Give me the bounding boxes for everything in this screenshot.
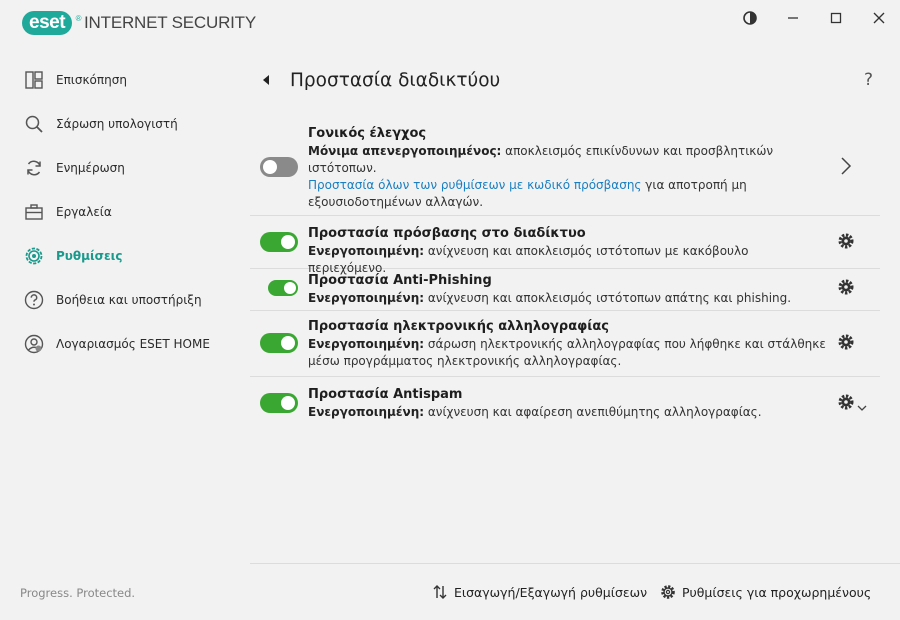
minimize-icon[interactable] bbox=[771, 0, 814, 36]
app-logo bbox=[22, 11, 256, 35]
sidebar-item-label: Σάρωση υπολογιστή bbox=[56, 117, 178, 131]
anti-phishing-toggle[interactable] bbox=[268, 280, 298, 296]
setting-row-email-protection bbox=[250, 311, 880, 377]
setting-status: Ενεργοποιημένη: bbox=[308, 291, 425, 305]
gear-icon[interactable] bbox=[837, 232, 855, 250]
setting-title: Προστασία Antispam bbox=[308, 387, 463, 402]
chevron-down-icon[interactable] bbox=[857, 397, 867, 407]
import-export-label: Εισαγωγή/Εξαγωγή ρυθμίσεων bbox=[454, 584, 648, 600]
sidebar-item-label: Βοήθεια και υποστήριξη bbox=[56, 293, 202, 307]
setting-description: Ενεργοποιημένη: ανίχνευση και αφαίρεση ανεπιθύμητης αλληλογραφίας. bbox=[308, 405, 762, 419]
setting-description: Ενεργοποιημένη: ανίχνευση και αποκλεισμός ιστότοπων με κακόβουλο περιεχόμενο. bbox=[308, 244, 749, 275]
gear-icon bbox=[660, 584, 676, 600]
footer-divider bbox=[250, 563, 900, 564]
chevron-right-icon[interactable] bbox=[840, 156, 852, 176]
page-title: Προστασία διαδικτύου bbox=[290, 70, 501, 91]
sidebar-item-label: Επισκόπηση bbox=[56, 73, 127, 87]
update-icon bbox=[24, 158, 44, 178]
close-icon[interactable] bbox=[857, 0, 900, 36]
sidebar-item-update[interactable] bbox=[0, 146, 250, 190]
import-export-button[interactable] bbox=[432, 584, 647, 600]
setting-description: Μόνιμα απενεργοποιημένος: αποκλεισμός επικίνδυνων και προσβλητικών ιστότοπων. bbox=[308, 144, 774, 175]
main-panel bbox=[250, 50, 900, 620]
setting-status: Μόνιμα απενεργοποιημένος: bbox=[308, 144, 502, 158]
setting-title: Προστασία πρόσβασης στο διαδίκτυο bbox=[308, 226, 586, 241]
title-bar bbox=[0, 0, 900, 50]
window-controls bbox=[728, 0, 900, 36]
setting-title: Προστασία Anti-Phishing bbox=[308, 273, 492, 288]
sidebar-item-label: Ενημέρωση bbox=[56, 161, 125, 175]
gear-icon[interactable] bbox=[837, 333, 855, 351]
setting-row-anti-phishing bbox=[250, 269, 880, 311]
gear-icon[interactable] bbox=[837, 278, 855, 296]
sidebar-item-label: Εργαλεία bbox=[56, 205, 112, 219]
sidebar-item-label: Λογαριασμός ESET HOME bbox=[56, 337, 210, 351]
setting-row-parental-control bbox=[250, 123, 880, 216]
sidebar bbox=[0, 58, 250, 366]
import-export-icon bbox=[432, 584, 448, 600]
gear-icon[interactable] bbox=[837, 393, 855, 411]
scan-icon bbox=[24, 114, 44, 134]
sidebar-item-overview[interactable] bbox=[0, 58, 250, 102]
web-access-toggle[interactable] bbox=[260, 232, 298, 252]
settings-icon bbox=[24, 246, 44, 266]
logo-badge: eset ® bbox=[22, 11, 72, 35]
account-icon bbox=[24, 334, 44, 354]
password-protect-link[interactable]: Προστασία όλων των ρυθμίσεων με κωδικό πρόσβασης bbox=[308, 178, 642, 192]
setting-description-extra: Προστασία όλων των ρυθμίσεων με κωδικό πρόσβασης για αποτροπή μη εξουσιοδοτημένων αλλαγών. bbox=[308, 178, 747, 209]
setting-title: Προστασία ηλεκτρονικής αλληλογραφίας bbox=[308, 319, 610, 334]
antispam-toggle[interactable] bbox=[260, 393, 298, 413]
help-button[interactable]: ? bbox=[864, 70, 874, 90]
advanced-settings-label: Ρυθμίσεις για προχωρημένους bbox=[682, 584, 872, 600]
setting-status: Ενεργοποιημένη: bbox=[308, 405, 425, 419]
advanced-settings-button[interactable] bbox=[660, 584, 871, 600]
setting-status: Ενεργοποιημένη: bbox=[308, 244, 425, 258]
overview-icon bbox=[24, 70, 44, 90]
sidebar-item-label: Ρυθμίσεις bbox=[56, 249, 123, 263]
tools-icon bbox=[24, 202, 44, 222]
email-protection-toggle[interactable] bbox=[260, 333, 298, 353]
tagline: Progress. Protected. bbox=[20, 586, 136, 600]
sidebar-item-settings[interactable] bbox=[0, 234, 250, 278]
setting-status: Ενεργοποιημένη: bbox=[308, 337, 425, 351]
setting-title: Γονικός έλεγχος bbox=[308, 126, 427, 141]
sidebar-item-tools[interactable] bbox=[0, 190, 250, 234]
product-name: INTERNET SECURITY bbox=[84, 13, 257, 32]
registered-mark: ® bbox=[75, 14, 82, 23]
setting-description: Ενεργοποιημένη: σάρωση ηλεκτρονικής αλληλογραφίας που λήφθηκε και στάλθηκε μέσω προγράμματος ηλεκτρονικής αλληλογραφίας. bbox=[308, 337, 826, 368]
back-arrow-icon[interactable] bbox=[260, 72, 274, 88]
setting-description: Ενεργοποιημένη: ανίχνευση και αποκλεισμός ιστότοπων απάτης και phishing. bbox=[308, 291, 792, 305]
sidebar-item-account[interactable] bbox=[0, 322, 250, 366]
maximize-icon[interactable] bbox=[814, 0, 857, 36]
parental-control-toggle[interactable] bbox=[260, 157, 298, 177]
settings-list bbox=[250, 123, 880, 427]
setting-row-web-access bbox=[250, 216, 880, 275]
sidebar-item-help[interactable] bbox=[0, 278, 250, 322]
help-icon bbox=[24, 290, 44, 310]
setting-row-antispam bbox=[250, 377, 880, 427]
sidebar-item-scan[interactable] bbox=[0, 102, 250, 146]
contrast-icon[interactable] bbox=[728, 0, 771, 36]
